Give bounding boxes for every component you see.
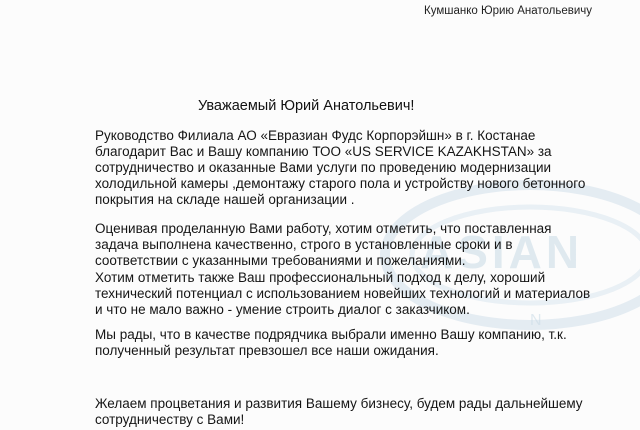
watermark-logo-text: ASIAN (420, 226, 584, 278)
paragraph-1 (95, 128, 615, 208)
paragraph-3-line-1: Хотим отметить также Ваш профессиональный подход к делу, хороший (95, 270, 546, 285)
paragraph-1-line-3: сотрудничество и оказанные Вами услуги по проведению модернизации (95, 160, 552, 175)
paragraph-3-line-2: технический потенциал с использованием новейших технологий и материалов (95, 286, 591, 301)
paragraph-4-line-2: полученный результат превзошел все наши ожидания. (95, 343, 439, 358)
paragraph-3 (95, 270, 615, 318)
paragraph-4 (95, 327, 615, 359)
paragraph-4-line-1: Мы рады, что в качестве подрядчика выбрали именно Вашу компанию, т.к. (95, 327, 567, 342)
salutation: Уважаемый Юрий Анатольевич! (198, 98, 415, 114)
paragraph-1-line-5: покрытия на складе нашей организации . (95, 192, 355, 207)
paragraph-2-line-3: соответствии с указанными требованиями и пожеланиями. (95, 253, 466, 268)
closing-line-1: Желаем процветания и развития Вашему бизнесу, будем рады дальнейшему (95, 396, 583, 411)
paragraph-1-line-4: холодильной камеры ,демонтажу старого пола и устройству нового бетонного (95, 176, 586, 191)
paragraph-3-line-3: и что не мало важно - умение строить диалог с заказчиком. (95, 302, 470, 317)
paragraph-2 (95, 221, 615, 269)
closing-paragraph (95, 396, 635, 428)
paragraph-2-line-1: Оценивая проделанную Вами работу, хотим отметить, что поставленная (95, 221, 552, 236)
paragraph-1-line-2: благодарит Вас и Вашу компанию ТОО «US SERVICE KAZAKHSTAN» за (95, 144, 552, 159)
paragraph-2-line-2: задача выполнена качественно, строго в установленные сроки и в (95, 237, 513, 252)
watermark-sub-text: N (530, 312, 542, 329)
closing-line-2: сотрудничеству с Вами! (95, 412, 245, 427)
recipient-name: Кумшанко Юрию Анатольевичу (424, 5, 593, 17)
paragraph-1-line-1: Руководство Филиала АО «Евразиан Фудс Корпорэйшн» в г. Костанае (95, 128, 536, 143)
